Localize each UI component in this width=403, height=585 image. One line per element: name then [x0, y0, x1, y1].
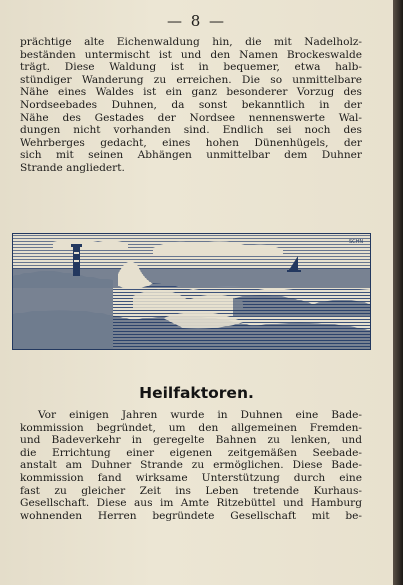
text-line: wohnenden Herren begründete Gesellschaft mit be-	[20, 509, 362, 522]
text-line: prächtige alte Eichenwaldung hin, die mit Nadelholz-	[20, 36, 362, 48]
text-line: trägt. Diese Waldung ist in bequemer, etwa halb-	[20, 61, 362, 74]
text-line: die Errichtung einer eigenen zeitgemäßen Seebade-	[20, 446, 362, 459]
book-spine-edge	[393, 0, 403, 585]
text-line: Wehrberges gedacht, eines hohen Dünenhügels, der	[20, 136, 362, 149]
text-line: stündiger Wanderung zu erreichen. Die so unmittelbare	[20, 73, 362, 86]
text-line: Vor einigen Jahren wurde in Duhnen eine Bade-	[38, 409, 362, 421]
section-heading: Heilfaktoren.	[139, 384, 254, 402]
text-line: sich mit seinen Abhängen unmittelbar dem Duhner	[20, 149, 362, 162]
text-line: anstalt am Duhner Strande zu ermöglichen. Diese Bade-	[20, 459, 362, 472]
section-paragraph	[20, 409, 362, 522]
text-line: Nähe eines Waldes ist ein ganz besonderer Vorzug des	[20, 86, 362, 99]
text-line: und Badeverkehr in geregelte Bahnen zu lenken, und	[20, 434, 362, 447]
text-line: dungen nicht vorhanden sind. Endlich sei noch des	[20, 124, 362, 137]
text-line: Strande angliedert.	[20, 161, 125, 174]
text-line: Nordseebades Duhnen, da sonst bekanntlich in der	[20, 98, 362, 111]
text-line: beständen untermischt ist und den Namen Brockeswalde	[20, 48, 362, 61]
text-line: Nähe des Gestades der Nordsee nennenswerte Wal-	[20, 111, 362, 124]
text-line: kommission begründet, um den allgemeinen Fremden-	[20, 421, 362, 434]
text-line: fast zu gleicher Zeit ins Leben tretende Kurhaus-	[20, 484, 362, 497]
seascape-engraving	[13, 234, 370, 349]
page-number: — 8 —	[166, 12, 227, 30]
seascape-illustration	[12, 233, 371, 350]
top-paragraph	[20, 36, 362, 175]
text-line: Gesellschaft. Diese aus im Amte Ritzebüttel und Hamburg	[20, 497, 362, 510]
text-line: kommission fand wirksame Unterstützung durch eine	[20, 471, 362, 484]
illustration-signature: SCHN	[349, 239, 364, 245]
